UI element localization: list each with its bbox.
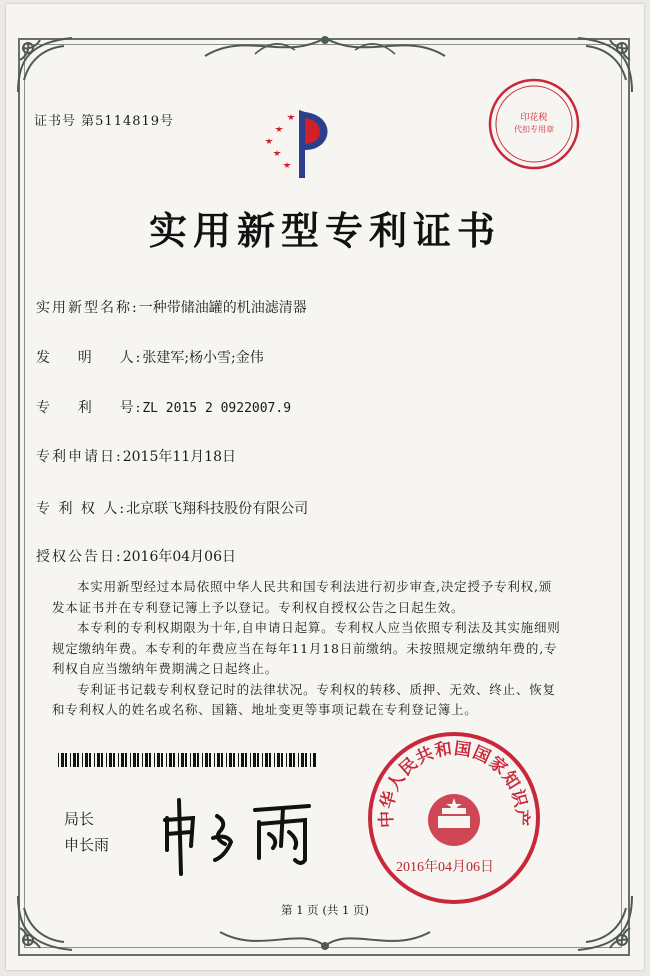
field-inventors xyxy=(36,347,264,367)
official-seal xyxy=(364,728,544,908)
body-paragraph-2: 本专利的专利权期限为十年,自申请日起算。专利权人应当依照专利法及其实施细则规定缴纳年费。本专利的年费应当在每年11月18日前缴纳。未按照规定缴纳年费的,专利权自应当缴纳年费期满之日起终止。 xyxy=(52,620,561,676)
field-application-date xyxy=(36,446,236,466)
field-utility-model-name xyxy=(36,297,307,317)
field-value: 张建军;杨小雪;金伟 xyxy=(142,350,264,366)
director-title: 局长 xyxy=(64,810,95,828)
field-label: 专利申请日: xyxy=(36,449,123,465)
page-title: 实用新型专利证书 xyxy=(148,208,501,253)
certificate-number-label: 证书号 xyxy=(34,114,77,129)
director-name: 申长雨 xyxy=(64,836,110,854)
certificate-body xyxy=(52,577,564,721)
top-ornament xyxy=(195,26,455,66)
field-value: 2015年11月18日 xyxy=(122,449,236,465)
cnipa-logo-icon xyxy=(255,98,345,184)
svg-text:印花税: 印花税 xyxy=(520,113,548,123)
bottom-ornament xyxy=(210,922,440,958)
corner-ornament-bottom-right xyxy=(570,888,640,958)
field-value: ZL 2015 2 0922007.9 xyxy=(142,401,292,416)
body-paragraph-1: 本实用新型经过本局依照中华人民共和国专利法进行初步审查,决定授予专利权,颁发本证书并在专利登记簿上予以登记。专利权自授权公告之日起生效。 xyxy=(52,579,553,615)
field-value: 北京联飞翔科技股份有限公司 xyxy=(126,501,309,517)
field-label: 发 明 人: xyxy=(36,350,143,366)
field-label: 专 利 权 人: xyxy=(36,501,127,517)
corner-ornament-bottom-left xyxy=(10,888,80,958)
field-announcement-date xyxy=(36,546,236,566)
svg-text:中华人民共和国国家知识产权局: 中华人民共和国国家知识产 xyxy=(376,738,532,829)
barcode xyxy=(58,752,318,766)
field-value: 一种带储油罐的机油滤清器 xyxy=(138,300,307,316)
field-value: 2016年04月06日 xyxy=(122,549,236,565)
corner-ornament-top-left xyxy=(10,30,80,100)
certificate-number xyxy=(34,110,174,129)
handwritten-signature xyxy=(155,788,325,878)
field-patentee xyxy=(36,498,308,518)
field-label: 实用新型名称: xyxy=(36,300,139,316)
page-number: 第 1 页 (共 1 页) xyxy=(281,903,369,917)
field-patent-number xyxy=(36,397,291,417)
tax-stamp-seal xyxy=(486,76,582,172)
field-label: 授权公告日: xyxy=(36,549,123,565)
field-label: 专 利 号: xyxy=(36,400,143,416)
seal-date: 2016年04月06日 xyxy=(396,860,494,875)
svg-text:代扣专用章: 代扣专用章 xyxy=(514,125,554,134)
body-paragraph-3: 专利证书记载专利权登记时的法律状况。专利权的转移、质押、无效、终止、恢复和专利权人的姓名或名称、国籍、地址变更等事项记载在专利登记簿上。 xyxy=(52,681,556,717)
certificate-number-value: 第5114819号 xyxy=(81,114,175,129)
